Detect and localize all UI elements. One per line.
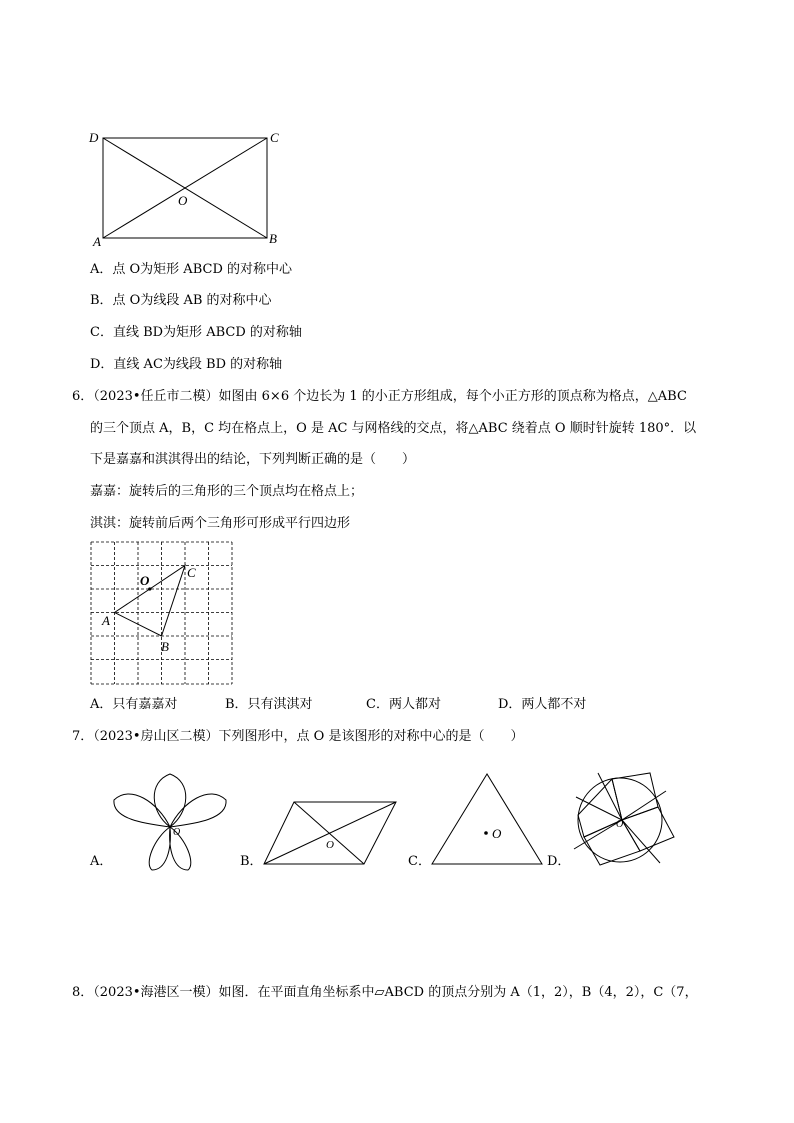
q8-stem: 8．（2023•海港区一模）如图．在平面直角坐标系中▱ABCD 的顶点分别为 A（1，2），B（4，2），C（7， (72, 985, 698, 1000)
circle-squares-figure (570, 765, 680, 875)
q6-qiqi-statement: 淇淇：旋转前后两个三角形可形成平行四边形 (90, 516, 351, 531)
diagonal-2 (264, 802, 396, 864)
q6-option-d: D．两人都不对 (498, 697, 587, 712)
label-o: O (140, 573, 150, 588)
q6-jiajia-statement: 嘉嘉：旋转后的三角形的三个顶点均在格点上； (90, 484, 364, 499)
q5-option-d: D．直线 AC为线段 BD 的对称轴 (90, 357, 283, 372)
q7-option-c-label: C． (408, 854, 431, 869)
five-petal-flower-figure (110, 772, 230, 872)
dashed-grid (91, 542, 232, 684)
petal-bottom-left (149, 827, 170, 870)
label-d: D (89, 130, 99, 145)
petal-right (170, 794, 226, 827)
q7-option-b-label: B． (240, 854, 263, 869)
label-c: C (187, 565, 196, 580)
label-o: O (173, 827, 181, 838)
label-a: A (93, 234, 101, 249)
label-o: O (616, 819, 624, 830)
parallelogram-figure (262, 800, 402, 870)
petal-top (154, 774, 186, 827)
q5-option-b: B．点 O为线段 AB 的对称中心 (90, 293, 272, 308)
q5-option-a: A．点 O为矩形 ABCD 的对称中心 (90, 262, 292, 277)
triangle-outline (432, 774, 542, 864)
q6-stem-line3: 下是嘉嘉和淇淇得出的结论，下列判断正确的是（ ） (90, 452, 416, 467)
q7-stem: 7．（2023•房山区二模）下列图形中，点 O 是该图形的对称中心的是（ ） (72, 729, 524, 744)
equilateral-triangle-figure (430, 772, 545, 867)
triangle-abc (115, 566, 186, 637)
q5-option-c: C．直线 BD为矩形 ABCD 的对称轴 (90, 325, 302, 340)
rectangle-abcd-figure (88, 128, 288, 253)
q6-option-c: C．两人都对 (366, 697, 441, 712)
q6-stem-line2: 的三个顶点 A，B，C 均在格点上，O 是 AC 与网格线的交点，将△ABC 绕着点 O 顺时针旋转 180°．以 (90, 421, 697, 436)
label-o: O (326, 839, 334, 851)
q7-option-d-label: D． (547, 854, 571, 869)
label-a: A (102, 613, 110, 628)
q6-option-b: B．只有淇淇对 (225, 697, 313, 712)
point-o (484, 831, 488, 835)
label-b: B (269, 231, 277, 246)
grid-triangle-figure (88, 540, 238, 690)
square-4 (584, 820, 640, 865)
q6-option-a: A．只有嘉嘉对 (90, 697, 178, 712)
petal-left (114, 794, 170, 827)
q6-stem-line1: 6．（2023•任丘市二模）如图由 6×6 个边长为 1 的小正方形组成，每个小正方形的顶点称为格点，△ABC (72, 389, 687, 404)
label-o: O (178, 193, 188, 208)
q7-option-a-label: A． (90, 854, 113, 869)
label-o: O (492, 826, 502, 841)
label-c: C (270, 130, 279, 145)
label-b: B (161, 639, 169, 654)
